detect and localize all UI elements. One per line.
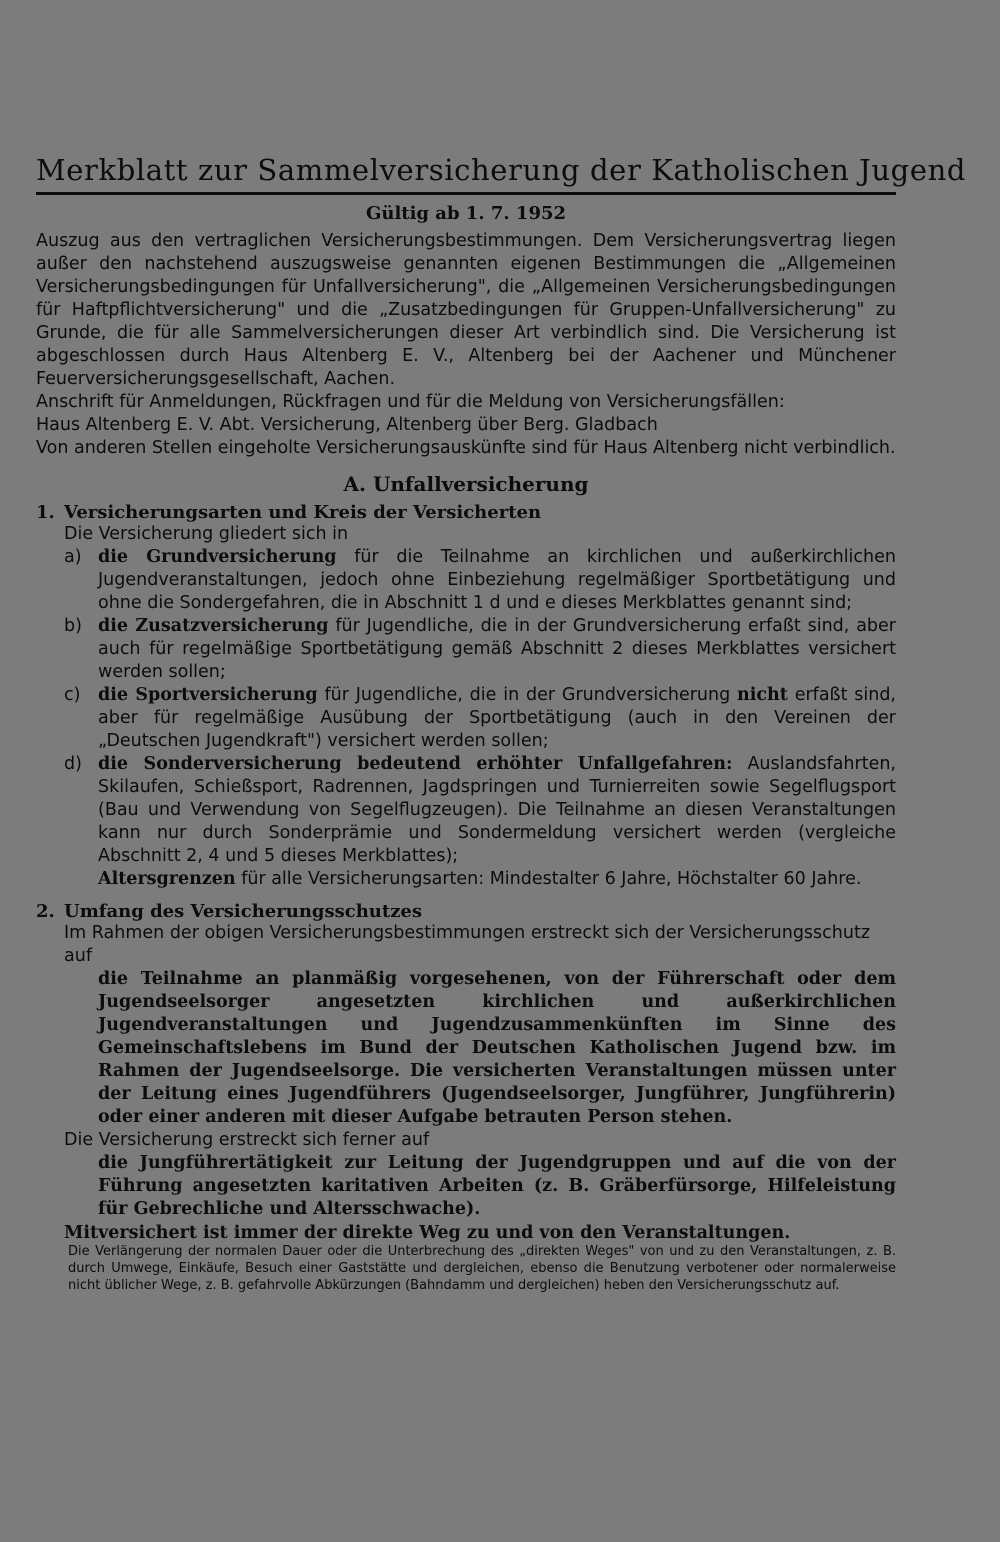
item-label: a) — [64, 547, 82, 567]
age-limits-bold: Altersgrenzen — [98, 869, 236, 889]
item-label: c) — [64, 685, 81, 705]
item-bold: die Zusatzversicherung — [98, 616, 329, 636]
item-bold: die Grundversicherung — [98, 547, 337, 567]
item-bold: die Sonderversicherung bedeutend erhöhter Unfallgefahren: — [98, 754, 733, 774]
section-2-heading — [36, 901, 896, 922]
list-item — [64, 546, 896, 615]
section-2-lead-2: Die Versicherung erstreckt sich ferner auf — [64, 1130, 430, 1150]
item-label: d) — [64, 754, 82, 774]
section-2-lead: Im Rahmen der obigen Versicherungsbestimmungen erstreckt sich der Versicherungsschutz auf — [64, 923, 871, 966]
item-text: für die Teilnahme an kirchlichen und außerkirchlichen Jugendveranstaltungen, jedoch ohne Einbeziehung regelmäßiger Sportbetätigung und ohne die Sondergefahren, die in Abschnitt 1 d und e dieses Merkblattes genannt sind; — [98, 547, 896, 613]
section-number: 2. — [36, 901, 55, 922]
disclaimer: Von anderen Stellen eingeholte Versicherungsauskünfte sind für Haus Altenberg nicht verbindlich. — [36, 438, 896, 458]
document-page — [36, 150, 967, 1294]
address-label: Anschrift für Anmeldungen, Rückfragen und für die Meldung von Versicherungsfällen: — [36, 392, 785, 412]
intro-section — [36, 230, 896, 460]
section-title: Umfang des Versicherungsschutzes — [64, 901, 423, 922]
coverage-bold-1: die Teilnahme an planmäßig vorgesehenen, von der Führerschaft oder dem Jugendseelsorger angesetzten kirchlichen und außerkirchlichen Jugendveranstaltungen und Jugendzusammenkünften im Sinne des Gemeinschaftslebens im Bund der Deutschen Katholischen Jugend bzw. im Rahmen der Jugendseelsorge. Die versicherten Veranstaltungen müssen unter der Leitung eines Jugendführers (Jugendseelsorger, Jungführer, Jungführerin) oder einer anderen mit dieser Aufgabe betrauten Person stehen. — [98, 969, 896, 1127]
section-number: 1. — [36, 502, 55, 523]
list-item — [64, 615, 896, 684]
footnote: Die Verlängerung der normalen Dauer oder die Unterbrechung des „direkten Weges" von und zu den Veranstaltungen, z. B. durch Umwege, Einkäufe, Besuch einer Gaststätte und dergleichen, ebenso die Benutzung verbotener oder normalerweise nicht üblicher Wege, z. B. gefahrvolle Abkürzungen (Bahndamm und dergleichen) heben den Versicherungsschutz auf. — [68, 1244, 896, 1293]
item-text: Auslandsfahrten, Skilaufen, Schießsport, Radrennen, Jagdspringen und Turnierreiten sowie Segelflugsport (Bau und Verwendung von Segelflugzeugen). Die Teilnahme an diesen Veranstaltungen kann nur durch Sonderprämie und Sondermeldung versichert werden (vergleiche Abschnitt 2, 4 und 5 dieses Merkblattes); — [98, 754, 896, 866]
item-bold-nicht: nicht — [737, 685, 788, 705]
section-title: Versicherungsarten und Kreis der Versicherten — [64, 502, 542, 523]
section-1-heading — [36, 502, 896, 523]
direct-way-statement: Mitversichert ist immer der direkte Weg zu und von den Veranstaltungen. — [64, 1223, 791, 1243]
intro-paragraph: Auszug aus den vertraglichen Versicherungsbestimmungen. Dem Versicherungsvertrag liegen außer den nachstehend auszugsweise genannten eigenen Bestimmungen die „Allgemeinen Versicherungsbedingungen für Unfallversicherung", die „Allgemeinen Versicherungsbedingungen für Haftpflichtversicherung" und die „Zusatzbedingungen für Gruppen-Unfallversicherung" zu Grunde, die für alle Sammelversicherungen dieser Art verbindlich sind. Die Versicherung ist abgeschlossen durch Haus Altenberg E. V., Altenberg bei der Aachener und Münchener Feuerversicherungsgesellschaft, Aachen. — [36, 231, 896, 389]
list-item — [64, 753, 896, 891]
age-limits-text: für alle Versicherungsarten: Mindestalter 6 Jahre, Höchstalter 60 Jahre. — [235, 869, 862, 889]
valid-date: Gültig ab 1. 7. 1952 — [365, 203, 567, 224]
item-text: für Jugendliche, die in der Grundversicherung erfaßt sind, aber auch für regelmäßige Sportbetätigung gemäß Abschnitt 2 dieses Merkblattes versichert werden sollen; — [98, 616, 896, 682]
coverage-bold-2: die Jungführertätigkeit zur Leitung der Jugendgruppen und auf die von der Führung angesetzten karitativen Arbeiten (z. B. Gräberfürsorge, Hilfeleistung für Gebrechliche und Altersschwache). — [98, 1153, 896, 1219]
list-item — [64, 684, 896, 753]
section-a-heading: A. Unfallversicherung — [343, 472, 589, 496]
section-1-lead: Die Versicherung gliedert sich in — [64, 524, 349, 544]
item-bold: die Sportversicherung — [98, 685, 318, 705]
document-title: Merkblatt zur Sammelversicherung der Katholischen Jugend — [36, 150, 896, 195]
item-text-2: erfaßt sind, aber für regelmäßige Ausübung der Sportbetätigung (auch in den Vereinen der „Deutschen Jugendkraft") versichert werden sollen; — [98, 685, 896, 751]
item-text: für Jugendliche, die in der Grundversicherung — [317, 685, 738, 705]
item-label: b) — [64, 616, 82, 636]
address-line: Haus Altenberg E. V. Abt. Versicherung, Altenberg über Berg. Gladbach — [36, 415, 658, 435]
